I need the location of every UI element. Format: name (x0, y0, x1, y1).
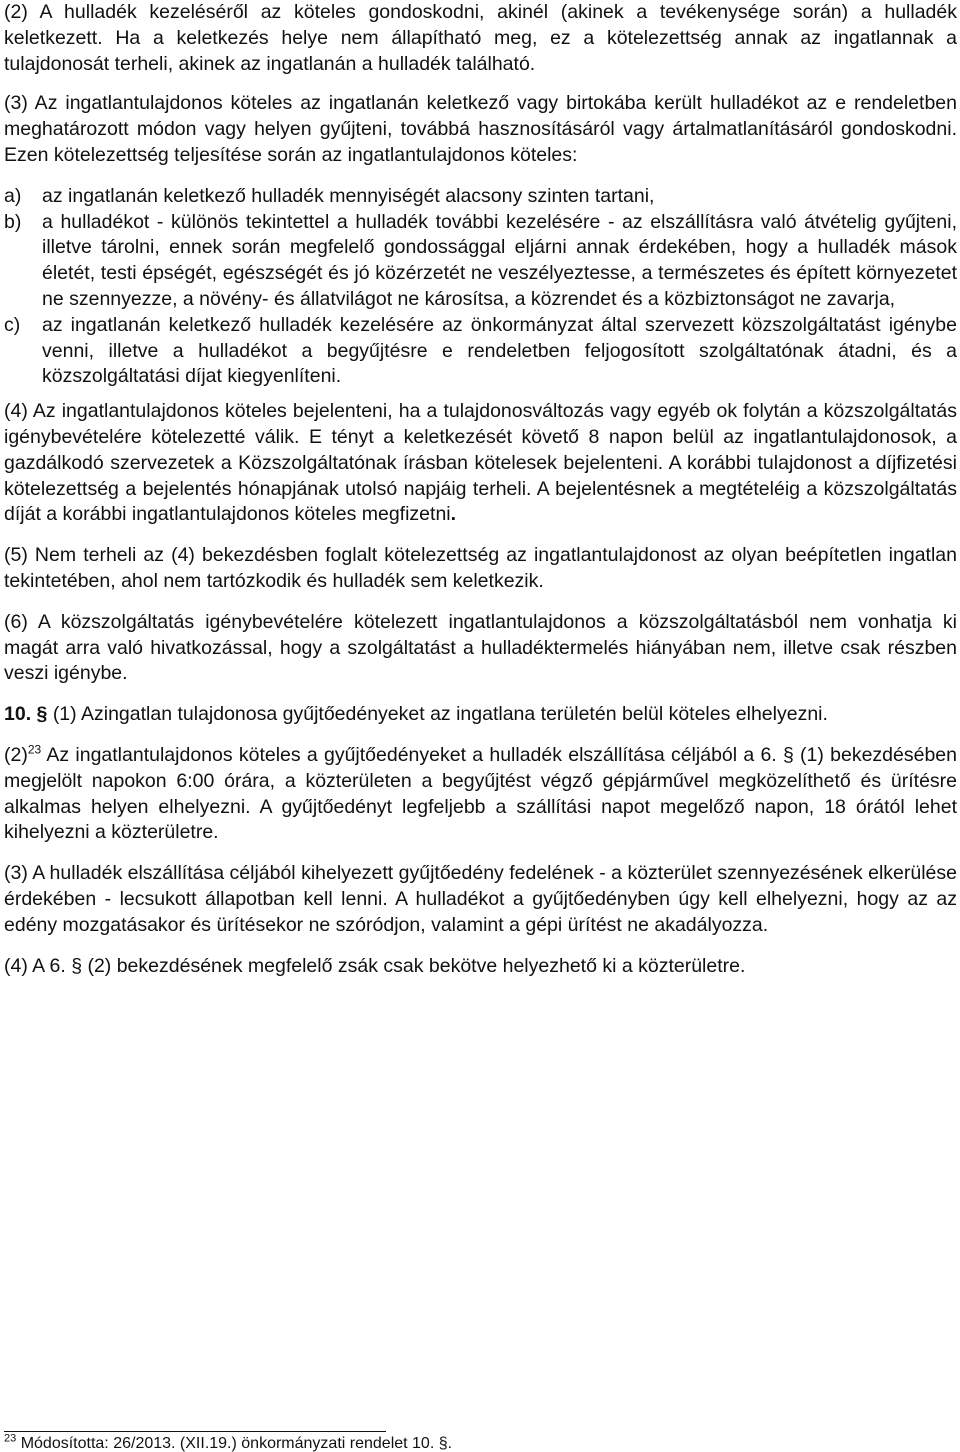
section-10-p1-text: (1) Azingatlan tulajdonosa gyűjtőedényeket az ingatlana területén belül köteles elhelyezni. (52, 703, 828, 726)
paragraph-4-text: (4) Az ingatlantulajdonos köteles bejelenteni, ha a tulajdonosváltozás vagy egyéb ok folytán a közszolgáltatás igénybevételére kötelezetté válik. E tényt a keletkezését követő 8 napon belül az ingatlantulajdonosok, a gazdálkodó szervezetek a Közszolgáltatónak írásban kötelesek bejelenteni. A korábbi tulajdonost a díjfizetési kötelezettség a bejelentés hónapjának utolsó napjáig terheli. A bejelentésnek a megtételéig a közszolgáltatás díját a korábbi ingatlantulajdonos köteles megfizetni (4, 400, 957, 526)
footnote-number: 23 (4, 1432, 17, 1445)
list-item-text: az ingatlanán keletkező hulladék mennyiségét alacsony szinten tartani, (42, 184, 655, 207)
section-number: 10. (4, 703, 32, 726)
list-item-label: a) (4, 184, 22, 207)
paragraph-3: (3) Az ingatlantulajdonos köteles az ingatlanán keletkező vagy birtokába került hulladékot az e rendeletben meghatározott módon vagy helyen gyűjteni, továbbá hasznosításáról vagy ártalmatlanításáról gondoskodni. Ezen kötelezettség teljesítése során az ingatlantulajdonos köteles: (4, 92, 957, 166)
paragraph-2: (2) A hulladék kezeléséről az köteles gondoskodni, akinél (akinek a tevékenysége során) a hulladék keletkezett. Ha a keletkezés helye nem állapítható meg, ez a kötelezettség annak az ingatlannak a tulajdonosát terheli, akinek az ingatlanán a hulladék található. (4, 1, 957, 75)
section-sign: § (36, 703, 48, 726)
paragraph-3-list (4, 184, 957, 390)
footnote-text: Módosította: 26/2013. (XII.19.) önkormányzati rendelet 10. §. (20, 1435, 453, 1452)
list-item-label: b) (4, 210, 22, 233)
section-10-paragraph-2 (4, 743, 957, 846)
list-item (4, 313, 957, 390)
section-10-paragraph-3: (3) A hulladék elszállítása céljából kihelyezett gyűjtőedény fedelének - a közterület szennyezésének elkerülése érdekében - lecsukott állapotban kell lenni. A hulladékot a gyűjtőedényben úgy kell elhelyezni, hogy az az edény mozgatásakor és ürítésekor ne szóródjon, valamint a gépi ürítést ne akadályozza. (4, 862, 957, 936)
paragraph-4 (4, 399, 957, 528)
footnote-divider (4, 1431, 386, 1432)
list-item-text: az ingatlanán keletkező hulladék kezelésére az önkormányzat által szervezett közszolgáltatást igénybe venni, illetve a hulladékot a begyűjtésre e rendeletben feljogosított szolgáltatónak átadni, és a közszolgáltatási díjat kiegyenlíteni. (42, 313, 957, 388)
paragraph-6: (6) A közszolgáltatás igénybevételére kötelezett ingatlantulajdonos a közszolgáltatásból nem vonhatja ki magát arra való hivatkozással, hogy a szolgáltatást a hulladéktermelés hiányában nem, illetve csak részben veszi igénybe. (4, 610, 957, 685)
list-item-label: c) (4, 313, 21, 336)
section-10-paragraph-4: (4) A 6. § (2) bekezdésének megfelelő zsák csak bekötve helyezhető ki a közterületre. (4, 954, 746, 977)
section-10-paragraph-1 (4, 702, 957, 728)
paragraph-4-end: . (450, 503, 457, 526)
document-page (4, 0, 957, 979)
paragraph-5: (5) Nem terheli az (4) bekezdésben foglalt kötelezettség az ingatlantulajdonost az olyan beépítetlen ingatlan tekintetében, ahol nem tartózkodik és hulladék sem keletkezik. (4, 544, 957, 592)
list-item (4, 210, 957, 313)
section-10-p2-text: Az ingatlantulajdonos köteles a gyűjtőedényeket a hulladék elszállítása céljából a 6. § (1) bekezdésében megjelölt napokon 6:00 órára, a közterületen a begyűjtést végző gépjárművel megközelíthető és ürítésre alkalmas helyen elhelyezni. A gyűjtőedényt legfeljebb a szállítási napot megelőző napon, 18 órától lehet kihelyezni a közterületre. (4, 743, 957, 844)
list-item (4, 184, 957, 210)
list-item-text: a hulladékot - különös tekintettel a hulladék további kezelésére - az elszállításra való átvételig gyűjteni, illetve tárolni, ennek során megfelelő gondossággal eljárni annak érdekében, hogy a hulladék mások életét, testi épségét, egészségét és jó közérzetét ne veszélyeztesse, a természetes és épített környezetet ne szennyezze, a növény- és állatvilágot ne károsítsa, a közrendet és a közbiztonságot ne zavarja, (42, 210, 957, 310)
footnote-reference[interactable]: 23 (27, 742, 42, 757)
section-10-p2-prefix: (2) (4, 743, 28, 766)
